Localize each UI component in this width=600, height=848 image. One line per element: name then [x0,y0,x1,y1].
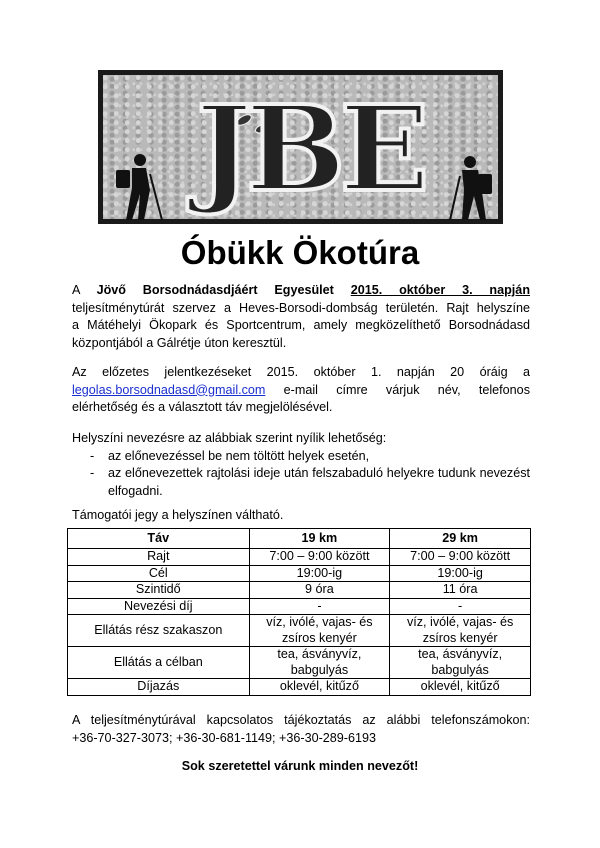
table-row: Díjazás oklevél, kitűző oklevél, kitűző [68,679,531,696]
table-row: Szintidő 9 óra 11 óra [68,582,531,599]
list-item: - az előnevezettek rajtolási ideje után felszabaduló helyekre tudunk nevezést elfogadni. [72,465,530,500]
table-row: Nevezési díj - - [68,598,531,615]
contact-paragraph: A teljesítménytúrával kapcsolatos tájékoztatás az alábbi telefonszámokon: +36-70-327-3073; +36-30-681-1149; +36-30-289-6193 [72,712,530,747]
hiker-left-icon [116,154,162,220]
hiker-right-icon [450,156,492,220]
logo-graphic [98,70,503,224]
organization-name: Jövő Borsodnádasdjáért Egyesület [96,283,334,297]
header-cell: Táv [68,529,250,549]
email-link[interactable]: legolas.borsodnadasd@gmail.com [72,382,266,397]
intro-paragraph: A Jövő Borsodnádasdjáért Egyesület 2015. október 3. napján teljesítménytúrát szervez a Heves-Borsodi-dombság területén. Rajt helyszíne a Mátéhelyi Ökopark és Sportcentrum, amely megközelíthető Borsodnádasd központjából a Gálrétje úton keresztül. [72,283,531,350]
logo-text: JBE [196,79,424,218]
preregistration-paragraph: Az előzetes jelentkezéseket 2015. október 1. napján 20 óráig a legolas.borsodnadasd@gmail.com e-mail címre várjuk név, telefonos elérhetőség és a választott táv megjelölésével. [72,365,530,414]
onsite-list [72,448,530,501]
phone-numbers: +36-70-327-3073; +36-30-681-1149; +36-30-289-6193 [72,730,377,745]
table-row: Cél 19:00-ig 19:00-ig [68,565,531,582]
route-table [67,528,531,696]
event-date: 2015. október 3. napján [350,283,531,297]
list-item: - az előnevezéssel be nem töltött helyek esetén, [72,448,530,466]
header-cell: 29 km [390,529,531,549]
page-title: Óbükk Ökotúra [180,234,420,271]
table-row: Ellátás rész szakaszon víz, ivólé, vajas- és zsíros kenyér víz, ivólé, vajas- és zsíros kenyér [68,615,531,647]
email-line: legolas.borsodnadasd@gmail.com e-mail címre várjuk név, telefonos [72,382,530,397]
intro-line-1: A Jövő Borsodnádasdjáért Egyesület 2015. október 3. napján [72,283,531,297]
ticket-note: Támogatói jegy a helyszínen váltható. [72,508,284,522]
header-cell: 19 km [249,529,390,549]
onsite-registration: Helyszíni nevezésre az alábbiak szerint nyílik lehetőség: - az előnevezéssel be nem töltött helyek esetén, - az előnevezettek rajtolási ideje után felszabaduló helyekre tudunk nevezést elfogadni. [72,430,530,500]
table-row: Ellátás a célban tea, ásványvíz, babgulyás tea, ásványvíz, babgulyás [68,647,531,679]
jbe-logo [98,70,503,224]
table-header-row [68,529,531,549]
closing-message: Sok szeretettel várunk minden nevezőt! [181,759,419,773]
table-row: Rajt 7:00 – 9:00 között 7:00 – 9:00 között [68,549,531,566]
